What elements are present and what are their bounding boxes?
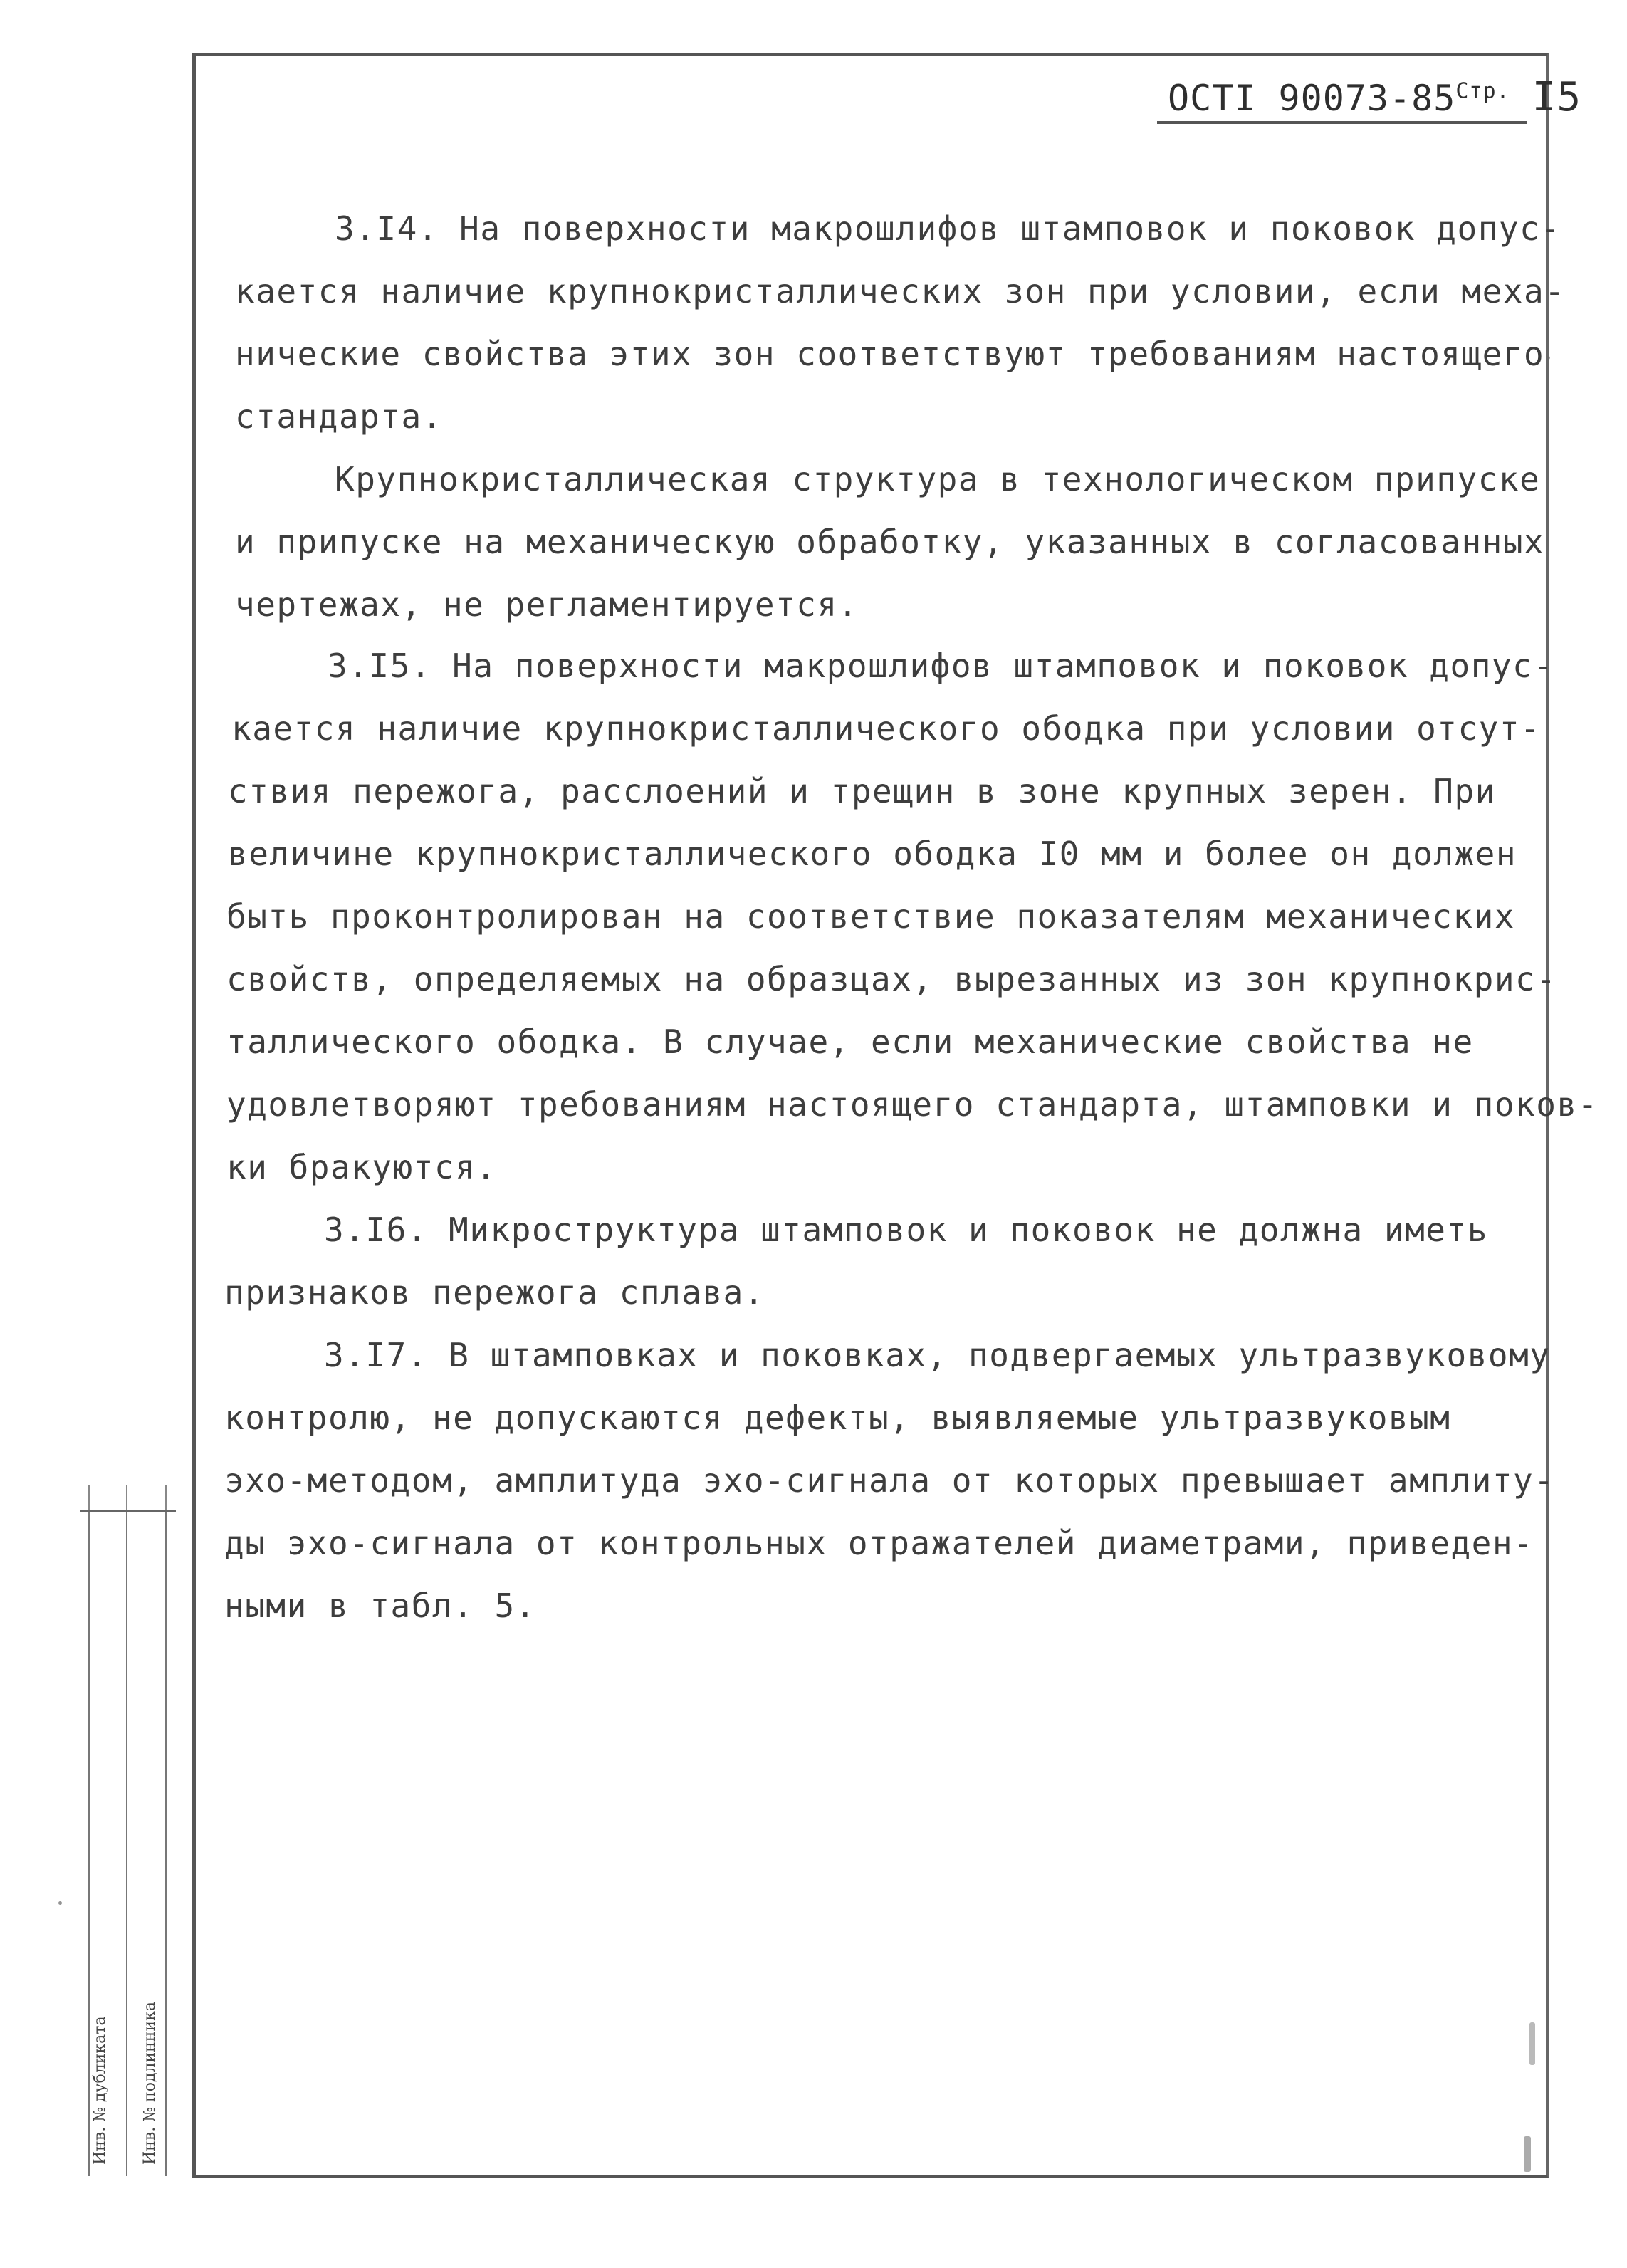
text-line: ки бракуются. [226,1148,497,1186]
text-line: ствия пережога, расслоений и трещин в зоне крупных зерен. При [228,772,1496,810]
scan-artifact [1529,2022,1535,2065]
text-line: 3.I5. На поверхности макрошлифов штамповок и поковок допус- [328,647,1554,685]
text-line: свойств, определяемых на образцах, вырезанных из зон крупнокрис- [226,960,1557,998]
margin-upper-lines [80,1492,176,1503]
text-line: признаков пережога сплава. [224,1273,765,1312]
document-header [1168,74,1581,120]
document-ref: ОСТI 90073-85 [1168,78,1456,119]
text-line: эхо-методом, амплитуда эхо-сигнала от которых превышает амплиту- [224,1461,1555,1500]
text-line: и припуске на механическую обработку, указанных в согласованных [235,523,1545,561]
page-number: I5 [1532,74,1582,120]
original-inventory-label: Инв. № подлинника [141,2002,159,2165]
text-line: быть проконтролирован на соответствие показателям механических [226,897,1516,936]
text-line: удовлетворяют требованиям настоящего стандарта, штамповки и поков- [226,1085,1599,1124]
scan-artifact [58,1901,62,1905]
text-line: кается наличие крупнокристаллических зон при условии, если меха- [235,272,1566,310]
text-line: Крупнокристаллическая структура в технологическом припуске [335,460,1541,498]
text-line: нические свойства этих зон соответствуют требованиям настоящего [235,335,1545,373]
text-line: таллического ободка. В случае, если механические свойства не [226,1023,1474,1061]
text-line: контролю, не допускаются дефекты, выявляемые ультразвуковым [224,1399,1451,1437]
text-line: 3.I7. В штамповках и поковках, подвергаемых ультразвуковому [324,1336,1551,1374]
scan-artifact [1524,2136,1531,2172]
text-line: 3.I6. Микроструктура штамповок и поковок не должна иметь [324,1211,1488,1249]
text-line: величине крупнокристаллического ободка I0 мм и более он должен [228,835,1517,873]
page-label: Стр. [1455,78,1510,104]
text-line: ды эхо-сигнала от контрольных отражателей диаметрами, приведен- [224,1524,1534,1562]
text-line: стандарта. [235,397,443,436]
text-line: кается наличие крупнокристаллического ободка при условии отсут- [231,709,1542,748]
scan-artifact [1547,356,1550,360]
header-underline [1157,121,1527,124]
duplicate-inventory-label: Инв. № дубликата [91,2016,109,2165]
text-line: ными в табл. 5. [224,1587,536,1625]
text-line: чертежах, не регламентируется. [235,585,859,624]
text-line: 3.I4. На поверхности макрошлифов штамповок и поковок допус- [335,209,1561,248]
